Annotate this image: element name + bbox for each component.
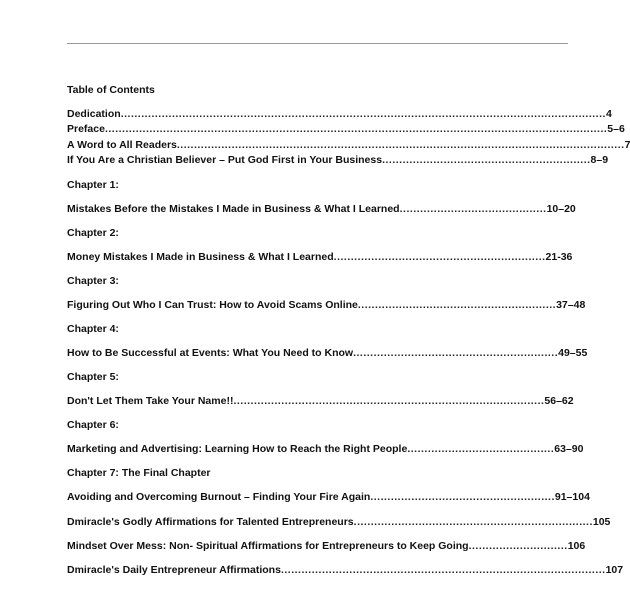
toc-entry-title: Figuring Out Who I Can Trust: How to Avoid Scams Online xyxy=(67,299,358,311)
dot-leader: .............................................................................................................................................. xyxy=(120,108,606,120)
top-divider xyxy=(67,43,568,44)
chapter-label: Chapter 4: xyxy=(67,323,119,335)
toc-entry-title: Dmiracle's Daily Entrepreneur Affirmations xyxy=(67,564,281,576)
toc-page-number: 21-36 xyxy=(545,251,573,263)
toc-entry-title: Dmiracle's Godly Affirmations for Talented Entrepreneurs xyxy=(67,516,354,528)
toc-entry-title: Mistakes Before the Mistakes I Made in Business & What I Learned xyxy=(67,203,400,215)
dot-leader: .......................................................... xyxy=(357,299,557,311)
toc-entry-a-word-to-all-readers[interactable] xyxy=(67,139,630,152)
dot-leader: ........................................................................................... xyxy=(233,395,545,407)
toc-entry-title: Avoiding and Overcoming Burnout – Finding Your Fire Again xyxy=(67,491,371,503)
toc-entry-daily-affirmations[interactable] xyxy=(67,564,624,577)
chapter-label: Chapter 5: xyxy=(67,371,119,383)
chapter-label: Chapter 3: xyxy=(67,275,119,287)
toc-entry-title: If You Are a Christian Believer – Put God First in Your Business xyxy=(67,154,383,166)
toc-entry-title: Preface xyxy=(67,123,105,135)
toc-page-number: 7 xyxy=(624,139,630,151)
dot-leader: ............................................................................................... xyxy=(280,564,606,576)
toc-page-number: 37–48 xyxy=(556,299,586,311)
toc-page-number: 105 xyxy=(592,516,611,528)
toc-heading: Table of Contents xyxy=(67,84,155,96)
toc-entry-godly-affirmations[interactable] xyxy=(67,516,611,529)
toc-entry-title: Mindset Over Mess: Non- Spiritual Affirmations for Entrepreneurs to Keep Going xyxy=(67,540,469,552)
dot-leader: ........................................... xyxy=(399,203,547,215)
toc-page-number: 4 xyxy=(605,108,612,120)
dot-leader: ............................................................ xyxy=(353,347,559,359)
toc-page-number: 107 xyxy=(605,564,624,576)
dot-leader: ........................................... xyxy=(407,443,555,455)
toc-page-number: 91–104 xyxy=(554,491,590,503)
toc-entry-title: Dedication xyxy=(67,108,121,120)
toc-page-number: 106 xyxy=(567,540,586,552)
toc-entry-chapter-3[interactable] xyxy=(67,299,586,312)
chapter-label: Chapter 1: xyxy=(67,179,119,191)
toc-entry-chapter-2[interactable] xyxy=(67,251,573,264)
toc-page-number: 49–55 xyxy=(558,347,588,359)
toc-page-number: 63–90 xyxy=(554,443,584,455)
dot-leader: ...................................................... xyxy=(370,491,555,503)
toc-page-number: 8–9 xyxy=(590,154,609,166)
toc-entry-dedication[interactable] xyxy=(67,108,612,121)
toc-page-number: 10–20 xyxy=(546,203,576,215)
toc-entry-christian-believer[interactable] xyxy=(67,154,609,167)
toc-entry-chapter-6[interactable] xyxy=(67,443,584,456)
toc-entry-title: Don't Let Them Take Your Name!! xyxy=(67,395,234,407)
toc-entry-title: How to Be Successful at Events: What You Need to Know xyxy=(67,347,354,359)
toc-entry-chapter-7[interactable] xyxy=(67,491,590,504)
dot-leader: ............................................................. xyxy=(382,154,591,166)
toc-page-number: 5–6 xyxy=(607,123,625,135)
dot-leader: ................................................................................................................................................... xyxy=(104,123,608,135)
chapter-label: Chapter 7: The Final Chapter xyxy=(67,467,211,479)
dot-leader: ...................................................................... xyxy=(353,516,593,528)
toc-entry-chapter-1[interactable] xyxy=(67,203,576,216)
dot-leader: ................................................................................................................................... xyxy=(176,139,625,151)
dot-leader: .............................................................. xyxy=(333,251,546,263)
toc-entry-preface[interactable] xyxy=(67,123,625,136)
chapter-label: Chapter 2: xyxy=(67,227,119,239)
toc-entry-mindset-over-mess[interactable] xyxy=(67,540,586,553)
toc-entry-chapter-5[interactable] xyxy=(67,395,574,408)
toc-page-number: 56–62 xyxy=(544,395,574,407)
dot-leader: ............................. xyxy=(468,540,568,552)
toc-entry-chapter-4[interactable] xyxy=(67,347,588,360)
toc-entry-title: Money Mistakes I Made in Business & What I Learned xyxy=(67,251,334,263)
toc-entry-title: A Word to All Readers xyxy=(67,139,177,151)
chapter-label: Chapter 6: xyxy=(67,419,119,431)
toc-entry-title: Marketing and Advertising: Learning How to Reach the Right People xyxy=(67,443,408,455)
